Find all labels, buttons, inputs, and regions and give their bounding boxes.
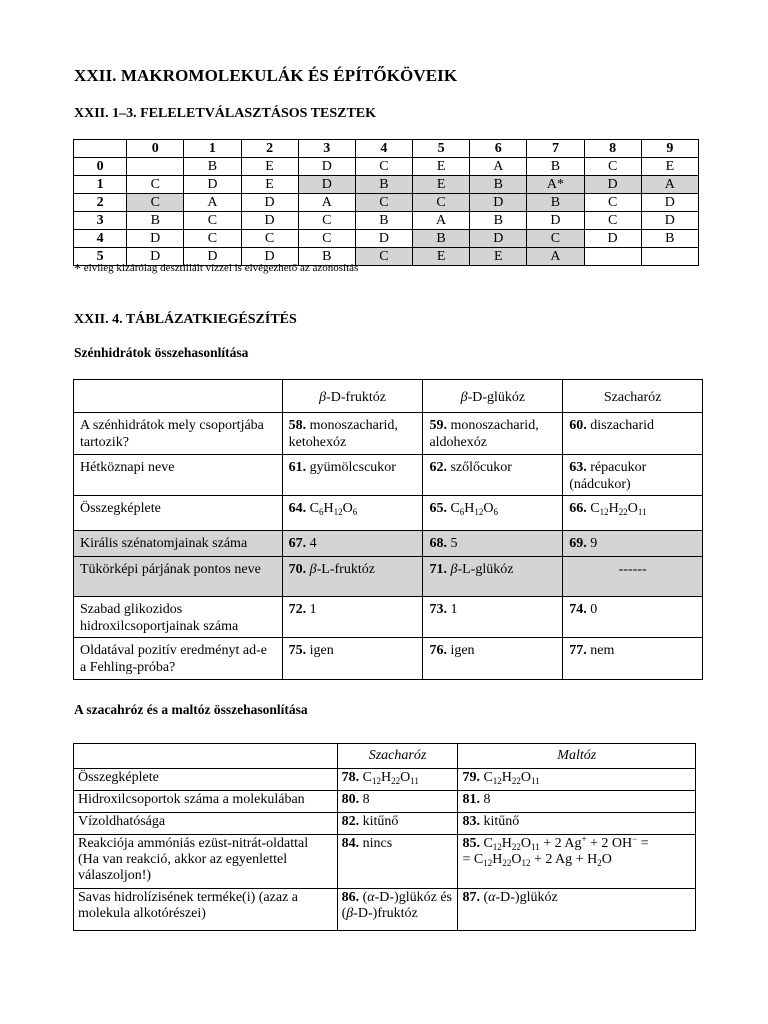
- grid-col-header: 0: [127, 140, 184, 158]
- carb-answer-cell: [563, 638, 703, 680]
- grid-answer-cell: C: [298, 212, 355, 230]
- grid-answer-cell: B: [470, 212, 527, 230]
- carb-answer-cell: [423, 531, 563, 557]
- footnote-mark: *: [74, 262, 81, 277]
- grid-answer-cell: C: [184, 212, 241, 230]
- answer-value: kitűnő: [483, 814, 520, 829]
- answer-value: $C_{12}H_{22}O_{11}$: [590, 501, 647, 517]
- header-sucrose: Szacharóz: [563, 380, 703, 413]
- grid-answer-cell: D: [584, 176, 641, 194]
- grid-col-header: 5: [413, 140, 470, 158]
- answer-value: igen: [450, 643, 475, 658]
- subheading-sucrose-maltose: A szacahróz és a maltóz összehasonlítása: [74, 702, 308, 717]
- carb-row-label: Királis szénatomjainak száma: [74, 531, 283, 557]
- carbohydrate-table: [73, 379, 703, 680]
- carb-answer-cell: [423, 638, 563, 680]
- grid-answer-cell: [641, 248, 698, 266]
- answer-value: 4: [309, 536, 317, 551]
- answer-number: 62.: [429, 460, 447, 475]
- carb-answer-cell: [423, 455, 563, 496]
- answer-number: 75.: [288, 643, 307, 658]
- answer-number: 84.: [341, 836, 360, 851]
- header-glucose: β-D-glükóz: [423, 380, 563, 413]
- header-maltose: Maltóz: [458, 744, 696, 769]
- header-sucrose: Szacharóz: [337, 744, 458, 769]
- sm-row-label: Savas hidrolízisének terméke(i) (azaz a molekula alkotórészei): [74, 889, 338, 931]
- answer-value: $C_{12}H_{22}O_{11}$: [362, 770, 419, 786]
- carb-row: [74, 531, 703, 557]
- grid-answer-cell: D: [584, 230, 641, 248]
- grid-answer-cell: C: [127, 176, 184, 194]
- carb-answer-cell: [423, 597, 563, 638]
- grid-answer-cell: E: [641, 158, 698, 176]
- carb-answer-cell: [282, 638, 423, 680]
- grid-row-header: 2: [74, 194, 127, 212]
- answer-value: 1: [450, 602, 458, 617]
- grid-answer-cell: E: [413, 248, 470, 266]
- grid-col-header: 2: [241, 140, 298, 158]
- answer-value: nem: [590, 643, 615, 658]
- answer-number: 80.: [341, 792, 360, 807]
- grid-answer-cell: B: [470, 176, 527, 194]
- answer-value: (α-D-)glükóz és (β-D-)fruktóz: [341, 890, 452, 921]
- answer-number: 70.: [288, 562, 307, 577]
- sm-row-label: Hidroxilcsoportok száma a molekulában: [74, 791, 338, 813]
- grid-answer-cell: D: [241, 248, 298, 266]
- carb-answer-cell: [563, 496, 703, 531]
- answer-value: diszacharid: [590, 418, 655, 433]
- answer-value: ------: [618, 562, 647, 577]
- answer-number: 76.: [429, 643, 447, 658]
- answer-number: 63.: [569, 460, 587, 475]
- grid-col-header: 7: [527, 140, 584, 158]
- carb-answer-cell: [563, 455, 703, 496]
- answer-value: igen: [309, 643, 334, 658]
- grid-answer-cell: D: [127, 248, 184, 266]
- sm-answer-cell: [458, 835, 696, 889]
- answer-number: 86.: [341, 890, 360, 905]
- answer-number: 79.: [462, 770, 480, 785]
- answer-number: 66.: [569, 501, 587, 516]
- grid-col-header: 9: [641, 140, 698, 158]
- grid-answer-cell: E: [470, 248, 527, 266]
- sm-row-label: Reakciója ammóniás ezüst-nitrát-oldattal (Ha van reakció, akkor az egyenlettel válaszoljon!): [74, 835, 338, 889]
- grid-answer-cell: A: [470, 158, 527, 176]
- grid-answer-cell: B: [413, 230, 470, 248]
- answer-number: 85.: [462, 836, 480, 851]
- subheading-carbohydrates: Szénhidrátok összehasonlítása: [74, 345, 249, 360]
- sm-answer-cell: [458, 791, 696, 813]
- answer-value: $C_6H_{12}O_6$: [450, 501, 499, 517]
- grid-answer-cell: A*: [527, 176, 584, 194]
- grid-row-header: 5: [74, 248, 127, 266]
- sm-row-label: Vízoldhatósága: [74, 813, 338, 835]
- sm-answer-cell: [337, 813, 458, 835]
- grid-row: [74, 212, 699, 230]
- grid-answer-cell: A: [184, 194, 241, 212]
- answer-value: nincs: [362, 836, 393, 851]
- grid-row: [74, 230, 699, 248]
- footnote-text: elvileg kizárólag desztillált vízzel is elvégezhető az azonosítás: [83, 262, 359, 274]
- carb-row-label: Hétköznapi neve: [74, 455, 283, 496]
- sm-answer-cell: [458, 769, 696, 791]
- grid-answer-cell: D: [127, 230, 184, 248]
- sm-answer-cell: [337, 769, 458, 791]
- answer-number: 65.: [429, 501, 447, 516]
- answer-number: 71.: [429, 562, 447, 577]
- answer-value: gyümölcscukor: [309, 460, 396, 475]
- sm-answer-cell: [458, 813, 696, 835]
- answer-number: 60.: [569, 418, 587, 433]
- grid-answer-cell: B: [127, 212, 184, 230]
- sm-answer-cell: [337, 889, 458, 931]
- grid-answer-cell: D: [641, 194, 698, 212]
- grid-answer-cell: D: [241, 194, 298, 212]
- answer-value: répacukor (nádcukor): [569, 460, 647, 492]
- sm-row: [74, 889, 696, 931]
- answer-value: 1: [309, 602, 317, 617]
- answer-number: 69.: [569, 536, 587, 551]
- grid-answer-cell: E: [413, 176, 470, 194]
- grid-answer-cell: B: [355, 176, 412, 194]
- grid-answer-cell: C: [584, 212, 641, 230]
- carb-row: [74, 557, 703, 597]
- grid-answer-cell: C: [527, 230, 584, 248]
- carb-row: [74, 455, 703, 496]
- answer-value: 5: [450, 536, 458, 551]
- grid-answer-cell: C: [355, 248, 412, 266]
- sm-row: [74, 769, 696, 791]
- grid-row: [74, 176, 699, 194]
- page-title: XXII. MAKROMOLEKULÁK ÉS ÉPÍTŐKÖVEIK: [74, 66, 458, 85]
- carb-answer-cell: [563, 531, 703, 557]
- grid-row-header: 3: [74, 212, 127, 230]
- grid-answer-cell: C: [584, 158, 641, 176]
- answer-number: 83.: [462, 814, 480, 829]
- grid-answer-cell: C: [413, 194, 470, 212]
- grid-answer-cell: B: [355, 212, 412, 230]
- grid-row-header: 1: [74, 176, 127, 194]
- answer-number: 77.: [569, 643, 587, 658]
- grid-answer-cell: B: [298, 248, 355, 266]
- answer-number: 72.: [288, 602, 307, 617]
- answer-value: $C_{12}H_{22}O_{11} + 2$ Ag+ + 2 OH− = = $C_{12}H_{22}O_{12} + 2$ $Ag + H_2O$: [462, 834, 649, 868]
- sucrose-maltose-table: [73, 743, 696, 931]
- carb-answer-cell: [563, 557, 703, 597]
- answer-grid: [73, 139, 699, 266]
- answer-number: 64.: [288, 501, 307, 516]
- grid-row: [74, 194, 699, 212]
- grid-col-header: 1: [184, 140, 241, 158]
- grid-answer-cell: B: [641, 230, 698, 248]
- carb-answer-cell: [282, 413, 423, 455]
- header-fructose: β-D-fruktóz: [282, 380, 423, 413]
- sm-row-label: Összegképlete: [74, 769, 338, 791]
- answer-value: 9: [590, 536, 598, 551]
- carb-answer-cell: [282, 531, 423, 557]
- sm-row: [74, 835, 696, 889]
- carb-answer-cell: [282, 455, 423, 496]
- grid-answer-cell: B: [527, 194, 584, 212]
- grid-col-header: 8: [584, 140, 641, 158]
- carb-answer-cell: [282, 496, 423, 531]
- answer-value: -L-fruktóz: [316, 562, 375, 577]
- answer-value: monoszacharid, ketohexóz: [288, 418, 398, 450]
- carb-row-label: Tükörképi párjának pontos neve: [74, 557, 283, 597]
- carb-row-label: Összegképlete: [74, 496, 283, 531]
- answer-number: 74.: [569, 602, 587, 617]
- sm-row: [74, 813, 696, 835]
- carb-answer-cell: [563, 413, 703, 455]
- grid-answer-cell: D: [527, 212, 584, 230]
- grid-row-header: 4: [74, 230, 127, 248]
- grid-answer-cell: A: [298, 194, 355, 212]
- sm-answer-cell: [337, 835, 458, 889]
- grid-answer-cell: A: [641, 176, 698, 194]
- answer-number: 82.: [341, 814, 360, 829]
- carb-answer-cell: [423, 496, 563, 531]
- answer-value: (α-D-)glükóz: [483, 890, 558, 905]
- grid-answer-cell: C: [355, 158, 412, 176]
- grid-answer-cell: D: [298, 158, 355, 176]
- grid-answer-cell: D: [355, 230, 412, 248]
- grid-answer-cell: D: [470, 230, 527, 248]
- answer-number: 87.: [462, 890, 480, 905]
- answer-number: 81.: [462, 792, 480, 807]
- grid-answer-cell: E: [413, 158, 470, 176]
- answer-value: $C_6H_{12}O_6$: [309, 501, 358, 517]
- grid-answer-cell: C: [127, 194, 184, 212]
- grid-col-header: 6: [470, 140, 527, 158]
- answer-value: 8: [362, 792, 370, 807]
- grid-answer-cell: C: [241, 230, 298, 248]
- carb-answer-cell: [282, 597, 423, 638]
- sm-answer-cell: [337, 791, 458, 813]
- carb-answer-cell: [423, 413, 563, 455]
- carb-answer-cell: 70. β-L-fruktóz: [282, 557, 423, 597]
- grid-row: [74, 158, 699, 176]
- grid-answer-cell: [584, 248, 641, 266]
- carb-row: [74, 638, 703, 680]
- sm-answer-cell: [458, 889, 696, 931]
- carb-row: [74, 413, 703, 455]
- answer-value: 0: [590, 602, 598, 617]
- grid-col-header: 3: [298, 140, 355, 158]
- answer-number: 61.: [288, 460, 307, 475]
- grid-answer-cell: C: [355, 194, 412, 212]
- header-blank: [74, 744, 338, 769]
- grid-answer-cell: D: [184, 176, 241, 194]
- footnote: [74, 262, 358, 278]
- answer-number: 73.: [429, 602, 447, 617]
- grid-answer-cell: D: [241, 212, 298, 230]
- grid-answer-cell: A: [413, 212, 470, 230]
- grid-answer-cell: B: [184, 158, 241, 176]
- section-heading-tests: XXII. 1–3. FELELETVÁLASZTÁSOS TESZTEK: [74, 106, 377, 121]
- header-blank: [74, 380, 283, 413]
- grid-answer-cell: D: [641, 212, 698, 230]
- grid-answer-cell: D: [470, 194, 527, 212]
- sm-row: [74, 791, 696, 813]
- grid-corner: [74, 140, 127, 158]
- grid-answer-cell: D: [184, 248, 241, 266]
- grid-answer-cell: B: [527, 158, 584, 176]
- carb-answer-cell: [563, 597, 703, 638]
- grid-answer-cell: C: [184, 230, 241, 248]
- grid-answer-cell: [127, 158, 184, 176]
- section-heading-table: XXII. 4. TÁBLÁZATKIEGÉSZÍTÉS: [74, 312, 297, 327]
- grid-row-header: 0: [74, 158, 127, 176]
- answer-number: 67.: [288, 536, 307, 551]
- answer-value: kitűnő: [362, 814, 399, 829]
- answer-value: $C_{12}H_{22}O_{11}$: [483, 770, 540, 786]
- answer-value: 8: [483, 792, 491, 807]
- grid-answer-cell: D: [298, 176, 355, 194]
- grid-answer-cell: A: [527, 248, 584, 266]
- answer-number: 59.: [429, 418, 447, 433]
- carb-row: [74, 597, 703, 638]
- grid-answer-cell: E: [241, 158, 298, 176]
- answer-number: 58.: [288, 418, 307, 433]
- carb-row-label: A szénhidrátok mely csoportjába tartozik?: [74, 413, 283, 455]
- grid-answer-cell: E: [241, 176, 298, 194]
- carb-row: [74, 496, 703, 531]
- grid-answer-cell: C: [584, 194, 641, 212]
- answer-number: 78.: [341, 770, 360, 785]
- carb-row-label: Oldatával pozitív eredményt ad-e a Fehling-próba?: [74, 638, 283, 680]
- answer-value: szőlőcukor: [450, 460, 512, 475]
- answer-value: monoszacharid, aldohexóz: [429, 418, 539, 450]
- carb-answer-cell: 71. β-L-glükóz: [423, 557, 563, 597]
- answer-number: 68.: [429, 536, 447, 551]
- grid-answer-cell: C: [298, 230, 355, 248]
- grid-col-header: 4: [355, 140, 412, 158]
- carb-row-label: Szabad glikozidos hidroxilcsoportjainak száma: [74, 597, 283, 638]
- answer-value: -L-glükóz: [457, 562, 514, 577]
